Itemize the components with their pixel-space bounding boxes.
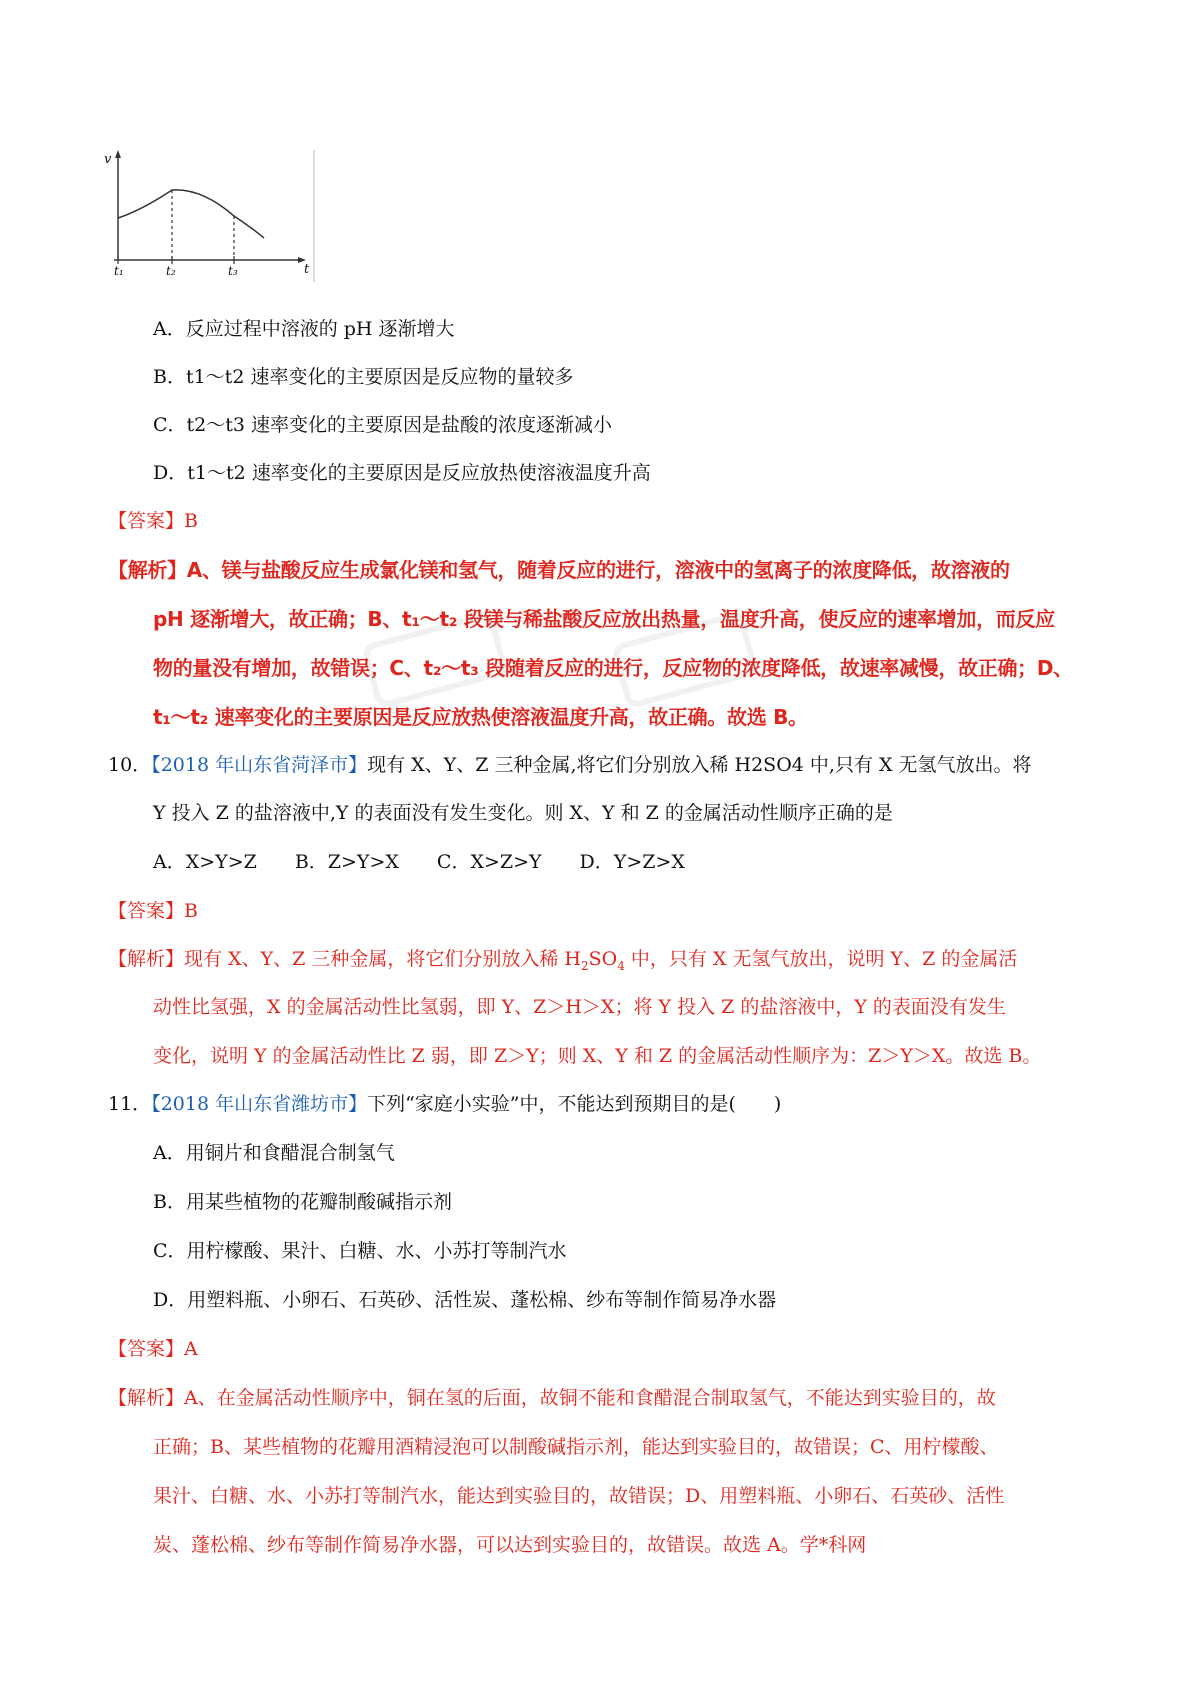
q10-number: 10．: [108, 754, 152, 776]
tick-label-t1: t₁: [114, 264, 124, 278]
q10-source: 【2018 年山东省菏泽市】: [151, 754, 368, 776]
q11-number: 11．: [108, 1093, 152, 1115]
q10-analysis-line-2: 动性比氢强，X 的金属活动性比氢弱，即 Y、Z＞H＞X；将 Y 投入 Z 的盐溶液中，Y 的表面没有发生: [153, 996, 1006, 1018]
q11-option-d: D．用塑料瓶、小卵石、石英砂、活性炭、蓬松棉、纱布等制作简易净水器: [153, 1289, 777, 1311]
q9-analysis-line-4: t₁～t₂ 速率变化的主要原因是反应放热使溶液温度升高，故正确。故选 B。: [153, 705, 808, 729]
q9-answer: 【答案】B: [108, 510, 198, 532]
y-axis-label: v: [104, 152, 112, 167]
q10-analysis-line-3: 变化，说明 Y 的金属活动性比 Z 弱，即 Z＞Y；则 X、Y 和 Z 的金属活动性顺序为：Z＞Y＞X。故选 B。: [153, 1045, 1042, 1067]
q10-options: A．X>Y>Z B．Z>Y>X C．X>Z>Y D．Y>Z>X: [153, 851, 685, 873]
q9-analysis-line-1: 【解析】A、镁与盐酸反应生成氯化镁和氢气，随着反应的进行，溶液中的氢离子的浓度降低，故溶液的: [108, 558, 1010, 582]
q11-stem-line: [108, 1091, 781, 1117]
q9-option-b: B．t1～t2 速率变化的主要原因是反应物的量较多: [153, 366, 574, 388]
tick-label-t2: t₂: [166, 264, 176, 278]
q9-option-a: A．反应过程中溶液的 pH 逐渐增大: [153, 318, 455, 340]
q10-analysis-sub-4: 4: [617, 958, 625, 973]
rate-curve: [118, 190, 264, 238]
q11-source: 【2018 年山东省潍坊市】: [151, 1093, 368, 1115]
q9-option-c: C．t2～t3 速率变化的主要原因是盐酸的浓度逐渐减小: [153, 414, 613, 436]
q11-answer: 【答案】A: [108, 1338, 198, 1360]
x-axis-label: t: [304, 262, 310, 277]
q11-analysis-line-3: 果汁、白糖、水、小苏打等制汽水，能达到实验目的，故错误；D、用塑料瓶、小卵石、石英砂、活性: [153, 1485, 1005, 1507]
q9-option-d: D．t1～t2 速率变化的主要原因是反应放热使溶液温度升高: [153, 462, 651, 484]
q10-answer: 【答案】B: [108, 900, 198, 922]
q11-option-b: B．用某些植物的花瓣制酸碱指示剂: [153, 1191, 452, 1213]
q10-stem-line-1: [108, 752, 1032, 778]
q9-analysis-line-2: pH 逐渐增大，故正确；B、t₁～t₂ 段镁与稀盐酸反应放出热量，温度升高，使反应的速率增加，而反应: [153, 607, 1055, 631]
q10-analysis-sub-2: 2: [580, 958, 589, 973]
q11-analysis-line-1: 【解析】A、在金属活动性顺序中，铜在氢的后面，故铜不能和食醋混合制取氢气，不能达到实验目的，故: [108, 1387, 996, 1409]
q10-analysis-1b: SO: [588, 948, 618, 970]
q10-analysis-1c: 中，只有 X 无氢气放出，说明 Y、Z 的金属活: [624, 948, 1018, 970]
q11-stem: 下列“家庭小实验”中，不能达到预期目的是( ): [367, 1093, 782, 1115]
q10-stem-1: 现有 X、Y、Z 三种金属,将它们分别放入稀 H2SO4 中,只有 X 无氢气放出。将: [367, 754, 1032, 776]
q10-stem-line-2: Y 投入 Z 的盐溶液中,Y 的表面没有发生变化。则 X、Y 和 Z 的金属活动性顺序正确的是: [153, 802, 893, 824]
q11-analysis-line-2: 正确；B、某些植物的花瓣用酒精浸泡可以制酸碱指示剂，能达到实验目的，故错误；C、用柠檬酸、: [153, 1436, 999, 1458]
tick-label-t3: t₃: [228, 264, 238, 278]
q11-analysis-line-4: 炭、蓬松棉、纱布等制作简易净水器，可以达到实验目的，故错误。故选 A。学*科网: [153, 1534, 867, 1556]
q10-analysis-line-1: [108, 946, 1017, 979]
q9-analysis-line-3: 物的量没有增加，故错误；C、t₂～t₃ 段随着反应的进行，反应物的浓度降低，故速率减慢，故正确；D、: [153, 656, 1073, 680]
y-axis-arrow: [115, 150, 121, 158]
reaction-rate-graph: [104, 150, 320, 282]
q10-analysis-1a: 【解析】现有 X、Y、Z 三种金属，将它们分别放入稀 H: [108, 948, 581, 970]
q11-option-a: A．用铜片和食醋混合制氢气: [153, 1142, 395, 1164]
q11-option-c: C．用柠檬酸、果汁、白糖、水、小苏打等制汽水: [153, 1240, 567, 1262]
